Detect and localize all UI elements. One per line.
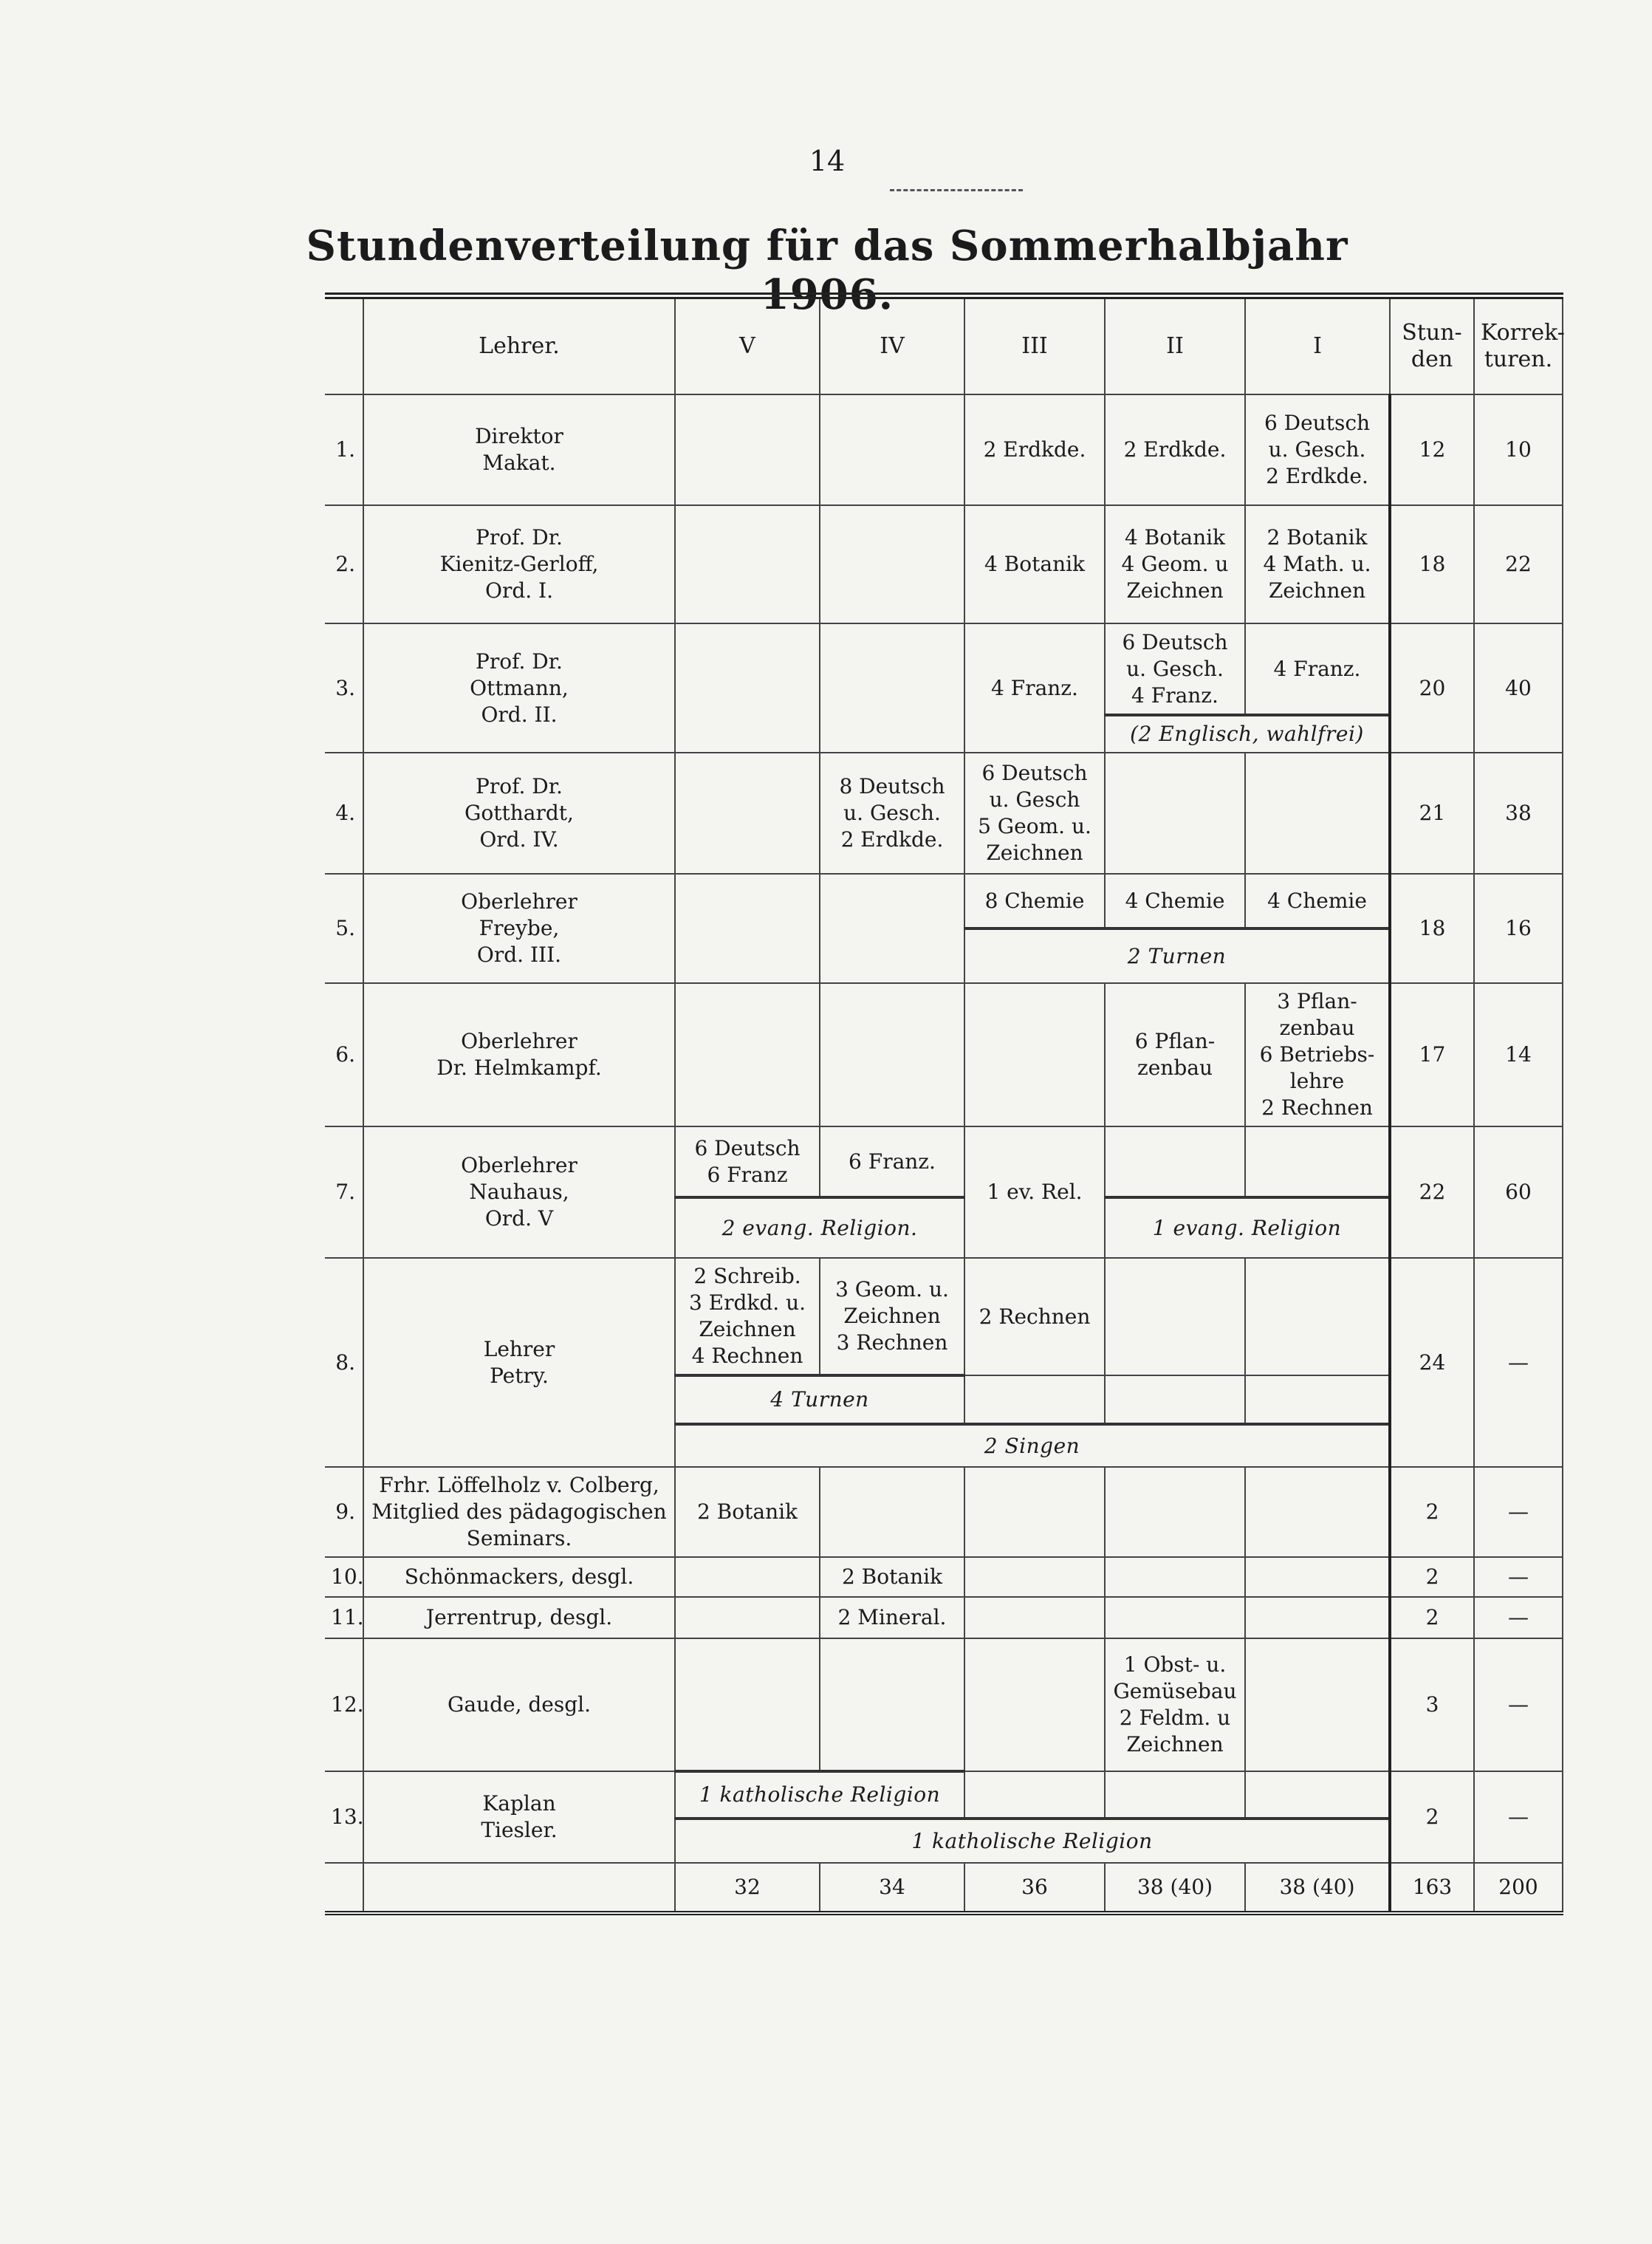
teacher-cell: Lehrer Petry. [363, 1258, 675, 1467]
header-teacher: Lehrer. [363, 296, 675, 395]
hours-cell: 2 [1390, 1467, 1474, 1557]
total-hours: 163 [1390, 1863, 1474, 1913]
total-ii: 38 (40) [1105, 1863, 1245, 1913]
cell-v [675, 874, 820, 983]
corrections-cell: 10 [1474, 394, 1563, 505]
total-corrections: 200 [1474, 1863, 1563, 1913]
row-number: 11. [325, 1597, 363, 1638]
cell-ii: 4 Botanik 4 Geom. u Zeichnen [1105, 505, 1245, 623]
empty-cell [1105, 1375, 1245, 1424]
corrections-cell: — [1474, 1258, 1563, 1467]
cell-iii: 6 Deutsch u. Gesch 5 Geom. u. Zeichnen [964, 753, 1105, 874]
cell-iv: 6 Franz. [820, 1126, 964, 1197]
table-row [325, 505, 1563, 623]
cell-i: 6 Deutsch u. Gesch. 2 Erdkde. [1245, 394, 1390, 505]
header-class-v: V [675, 296, 820, 395]
cell-iii: 8 Chemie [964, 874, 1105, 928]
cell-i [1245, 1467, 1390, 1557]
cell-ii: 1 Obst- u. Gemüsebau 2 Feldm. u Zeichnen [1105, 1638, 1245, 1771]
hours-cell: 18 [1390, 505, 1474, 623]
corrections-cell: 40 [1474, 623, 1563, 753]
span-ii-i: (2 Englisch, wahlfrei) [1105, 715, 1390, 753]
cell-v [675, 394, 820, 505]
table-row [325, 394, 1563, 505]
row-number: 12. [325, 1638, 363, 1771]
header-class-iv: IV [820, 296, 964, 395]
teacher-cell: Prof. Dr. Ottmann, Ord. II. [363, 623, 675, 753]
empty-cell [1105, 1771, 1245, 1819]
schedule-table [325, 293, 1563, 1915]
cell-v: 2 Botanik [675, 1467, 820, 1557]
teacher-cell: Direktor Makat. [363, 394, 675, 505]
table-row [325, 874, 1563, 928]
teacher-cell: Oberlehrer Dr. Helmkampf. [363, 983, 675, 1126]
table-row [325, 1557, 1563, 1597]
cell-ii [1105, 753, 1245, 874]
page-number: 14 [809, 145, 846, 177]
teacher-cell: Kaplan Tiesler. [363, 1771, 675, 1863]
cell-iv [820, 505, 964, 623]
row-number: 9. [325, 1467, 363, 1557]
teacher-cell: Jerrentrup, desgl. [363, 1597, 675, 1638]
cell-ii [1105, 1126, 1245, 1197]
cell-iv: 3 Geom. u. Zeichnen 3 Rechnen [820, 1258, 964, 1375]
span-v-iv: 1 katholische Religion [675, 1771, 964, 1819]
cell-i [1245, 1258, 1390, 1375]
cell-iv [820, 394, 964, 505]
cell-ii [1105, 1258, 1245, 1375]
table-row [325, 753, 1563, 874]
totals-number [325, 1863, 363, 1913]
cell-v [675, 1597, 820, 1638]
cell-v [675, 505, 820, 623]
row-number: 4. [325, 753, 363, 874]
empty-cell [964, 1771, 1105, 1819]
row-number: 5. [325, 874, 363, 983]
cell-iv: 2 Mineral. [820, 1597, 964, 1638]
hours-cell: 17 [1390, 983, 1474, 1126]
teacher-cell: Gaude, desgl. [363, 1638, 675, 1771]
table-row [325, 1258, 1563, 1375]
cell-i: 4 Franz. [1245, 623, 1390, 715]
cell-iv [820, 983, 964, 1126]
corrections-cell: — [1474, 1638, 1563, 1771]
cell-ii: 4 Chemie [1105, 874, 1245, 928]
span-iii-i: 2 Turnen [964, 928, 1390, 983]
row-number: 10. [325, 1557, 363, 1597]
cell-iii [964, 1557, 1105, 1597]
header-hours: Stun- den [1390, 296, 1474, 395]
hours-cell: 3 [1390, 1638, 1474, 1771]
row-number: 7. [325, 1126, 363, 1258]
cell-iii [964, 1467, 1105, 1557]
table-row [325, 1638, 1563, 1771]
corrections-cell: — [1474, 1597, 1563, 1638]
cell-iv [820, 1638, 964, 1771]
cell-v [675, 623, 820, 753]
span-v-iv: 4 Turnen [675, 1375, 964, 1424]
cell-v [675, 1557, 820, 1597]
hours-cell: 12 [1390, 394, 1474, 505]
total-iv: 34 [820, 1863, 964, 1913]
corrections-cell: 22 [1474, 505, 1563, 623]
hours-cell: 20 [1390, 623, 1474, 753]
header-class-i: I [1245, 296, 1390, 395]
cell-ii [1105, 1467, 1245, 1557]
corrections-cell: 16 [1474, 874, 1563, 983]
cell-v [675, 983, 820, 1126]
corrections-cell: — [1474, 1467, 1563, 1557]
header-number [325, 296, 363, 395]
cell-iii: 4 Botanik [964, 505, 1105, 623]
total-i: 38 (40) [1245, 1863, 1390, 1913]
table-row [325, 1467, 1563, 1557]
total-v: 32 [675, 1863, 820, 1913]
row-number: 2. [325, 505, 363, 623]
cell-iv [820, 1467, 964, 1557]
cell-iv: 2 Botanik [820, 1557, 964, 1597]
hours-cell: 2 [1390, 1557, 1474, 1597]
table-row [325, 1597, 1563, 1638]
row-number: 8. [325, 1258, 363, 1467]
row-number: 1. [325, 394, 363, 505]
header-row [325, 296, 1563, 395]
empty-cell [1245, 1375, 1390, 1424]
hours-cell: 24 [1390, 1258, 1474, 1467]
cell-iv [820, 874, 964, 983]
cell-ii: 6 Deutsch u. Gesch. 4 Franz. [1105, 623, 1245, 715]
header-corrections: Korrek- turen. [1474, 296, 1563, 395]
cell-i [1245, 1638, 1390, 1771]
cell-i [1245, 753, 1390, 874]
cell-ii: 6 Pflan- zenbau [1105, 983, 1245, 1126]
teacher-cell: Prof. Dr. Kienitz-Gerloff, Ord. I. [363, 505, 675, 623]
teacher-cell: Frhr. Löffelholz v. Colberg, Mitglied des pädagogischen Seminars. [363, 1467, 675, 1557]
cell-iii: 4 Franz. [964, 623, 1105, 753]
total-iii: 36 [964, 1863, 1105, 1913]
span-v-i: 2 Singen [675, 1424, 1390, 1467]
cell-v [675, 1638, 820, 1771]
cell-i: 4 Chemie [1245, 874, 1390, 928]
corrections-cell: — [1474, 1771, 1563, 1863]
hours-cell: 22 [1390, 1126, 1474, 1258]
hours-cell: 2 [1390, 1771, 1474, 1863]
cell-ii: 2 Erdkde. [1105, 394, 1245, 505]
row-number: 6. [325, 983, 363, 1126]
corrections-cell: 38 [1474, 753, 1563, 874]
cell-iv: 8 Deutsch u. Gesch. 2 Erdkde. [820, 753, 964, 874]
page-title: Stundenverteilung für das Sommerhalbjahr 1906. [306, 222, 1348, 319]
empty-cell [964, 1375, 1105, 1424]
cell-v: 6 Deutsch 6 Franz [675, 1126, 820, 1197]
cell-ii [1105, 1597, 1245, 1638]
corrections-cell: 60 [1474, 1126, 1563, 1258]
header-class-iii: III [964, 296, 1105, 395]
cell-i [1245, 1126, 1390, 1197]
page-number-ornament [890, 183, 1023, 191]
table-row [325, 1126, 1563, 1197]
cell-iii [964, 983, 1105, 1126]
cell-iii: 2 Rechnen [964, 1258, 1105, 1375]
cell-v [675, 753, 820, 874]
row-number: 13. [325, 1771, 363, 1863]
span-ii-i: 1 evang. Religion [1105, 1197, 1390, 1258]
cell-iii [964, 1597, 1105, 1638]
totals-row [325, 1863, 1563, 1913]
table-row [325, 1771, 1563, 1819]
cell-i [1245, 1597, 1390, 1638]
hours-cell: 21 [1390, 753, 1474, 874]
totals-label [363, 1863, 675, 1913]
cell-i: 3 Pflan- zenbau 6 Betriebs- lehre 2 Rechnen [1245, 983, 1390, 1126]
teacher-cell: Oberlehrer Nauhaus, Ord. V [363, 1126, 675, 1258]
span-v-iv: 2 evang. Religion. [675, 1197, 964, 1258]
row-number: 3. [325, 623, 363, 753]
teacher-cell: Oberlehrer Freybe, Ord. III. [363, 874, 675, 983]
cell-iv [820, 623, 964, 753]
cell-v: 2 Schreib. 3 Erdkd. u. Zeichnen 4 Rechnen [675, 1258, 820, 1375]
empty-cell [1245, 1771, 1390, 1819]
span-v-i: 1 katholische Religion [675, 1819, 1390, 1863]
cell-ii [1105, 1557, 1245, 1597]
cell-i [1245, 1557, 1390, 1597]
hours-cell: 18 [1390, 874, 1474, 983]
header-class-ii: II [1105, 296, 1245, 395]
cell-iii: 2 Erdkde. [964, 394, 1105, 505]
cell-iii: 1 ev. Rel. [964, 1126, 1105, 1258]
corrections-cell: — [1474, 1557, 1563, 1597]
cell-iii [964, 1638, 1105, 1771]
table-row [325, 623, 1563, 715]
hours-cell: 2 [1390, 1597, 1474, 1638]
cell-i: 2 Botanik 4 Math. u. Zeichnen [1245, 505, 1390, 623]
teacher-cell: Schönmackers, desgl. [363, 1557, 675, 1597]
teacher-cell: Prof. Dr. Gotthardt, Ord. IV. [363, 753, 675, 874]
table-row [325, 983, 1563, 1126]
corrections-cell: 14 [1474, 983, 1563, 1126]
